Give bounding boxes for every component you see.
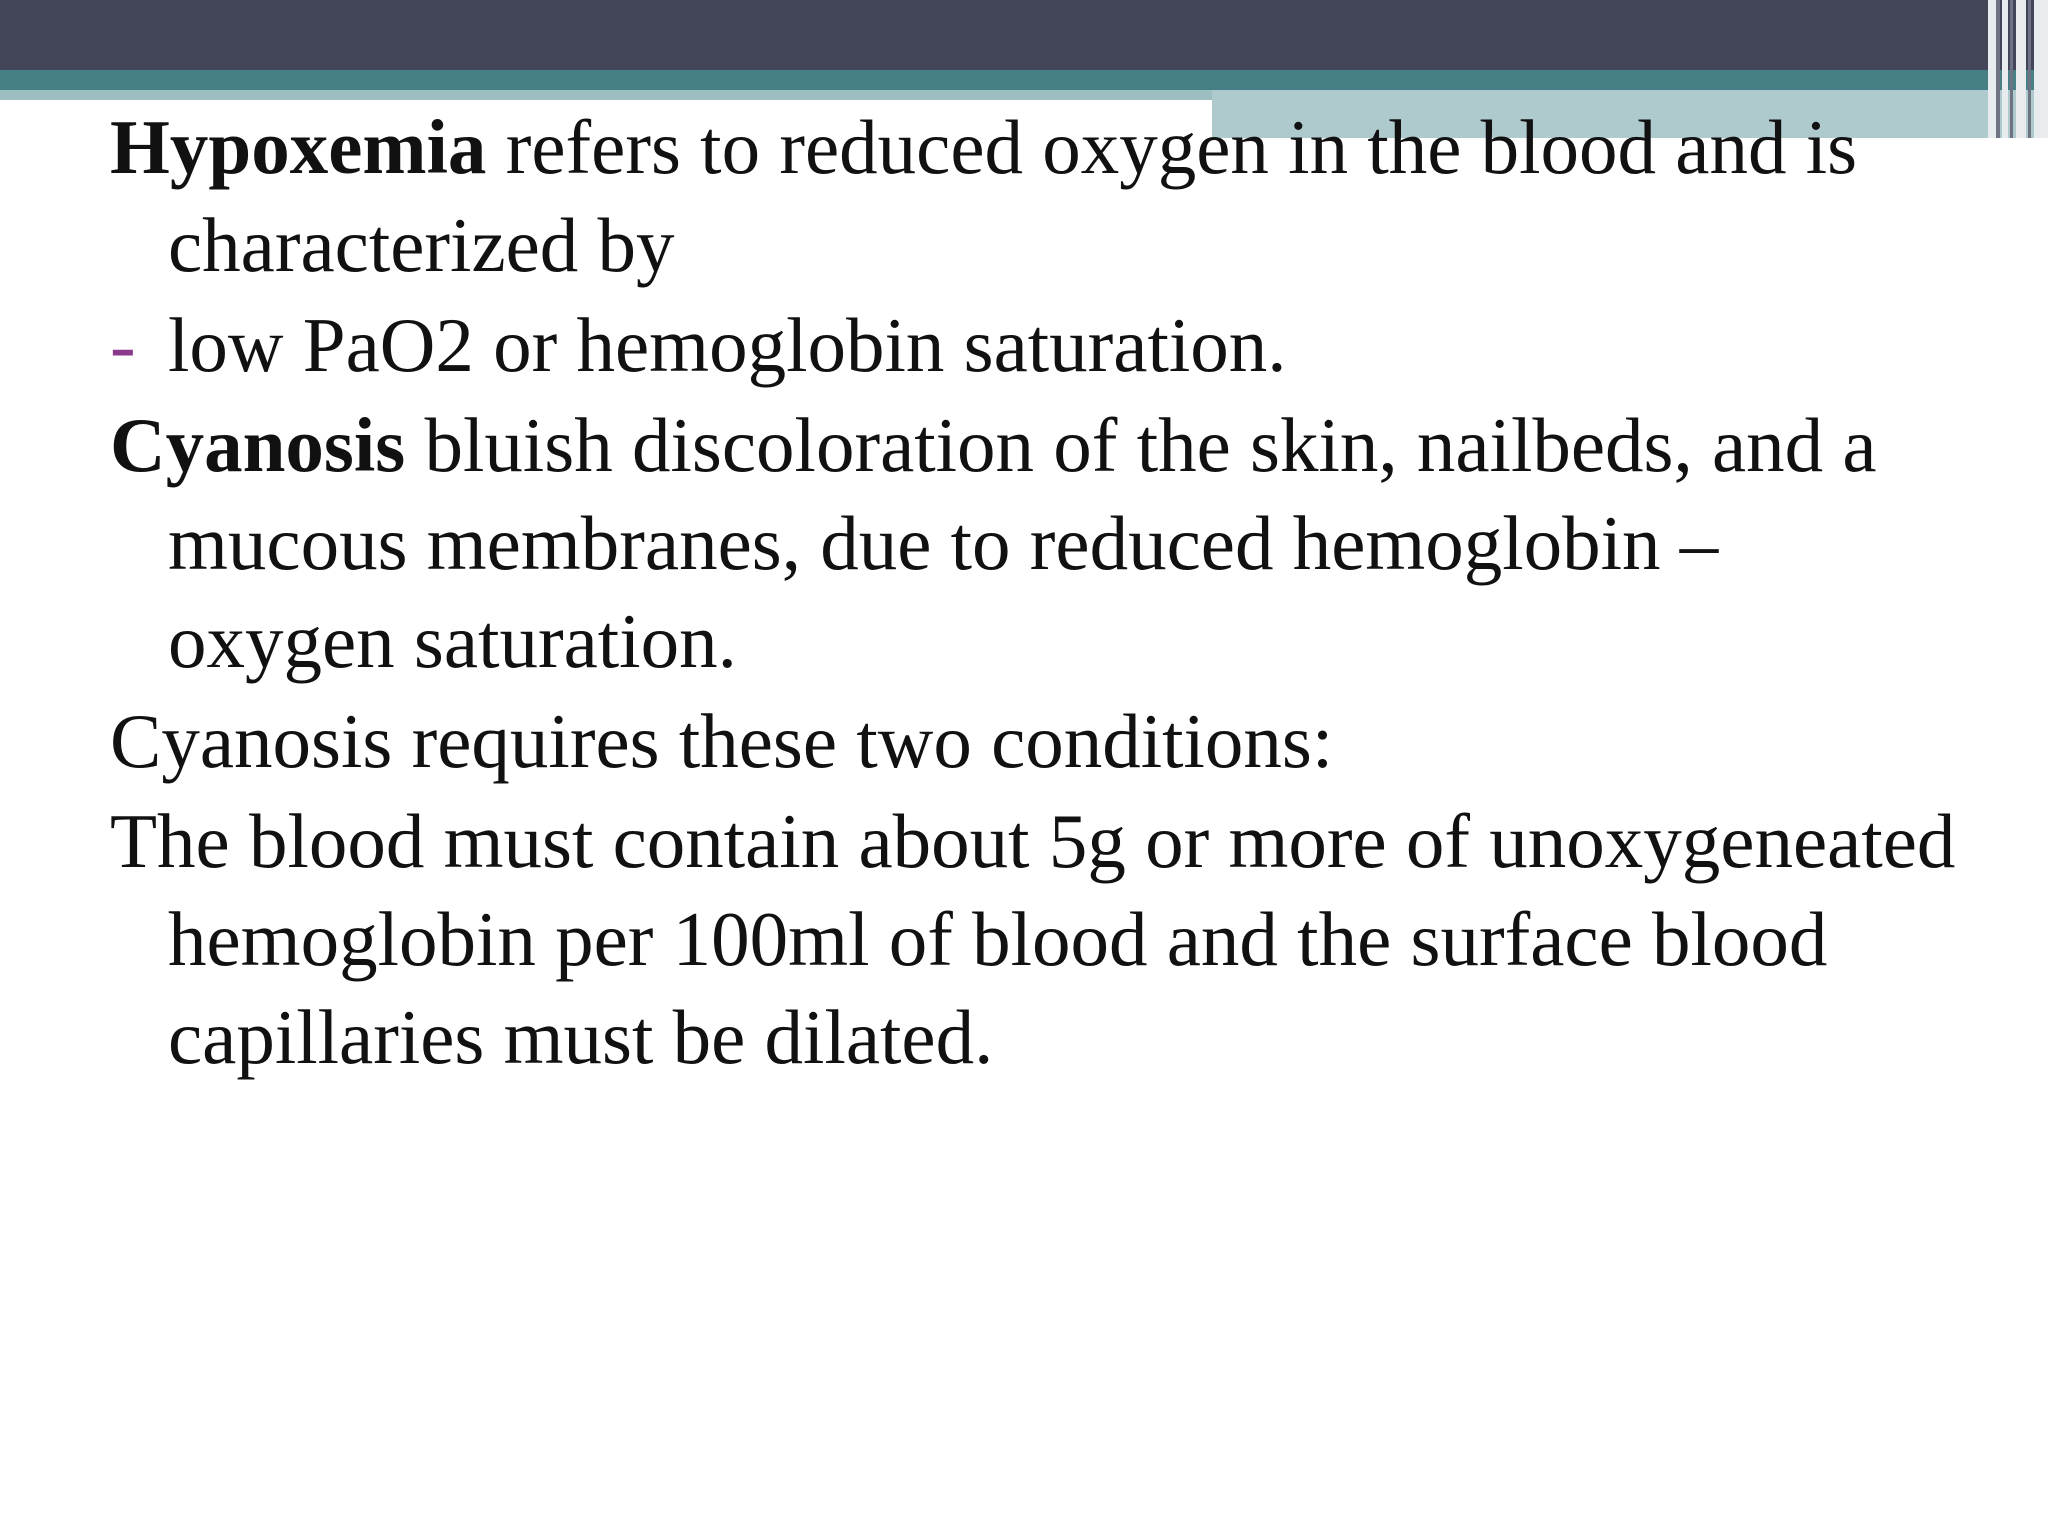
header-stripe xyxy=(1996,0,2000,138)
hypoxemia-bullet-item xyxy=(110,296,1960,394)
header-band-dark xyxy=(0,0,2048,70)
header-stripe xyxy=(2002,0,2008,138)
slide-body xyxy=(110,98,1960,1088)
cyanosis-requires-text: Cyanosis requires these two conditions: xyxy=(110,698,1334,784)
cyanosis-text: bluish discoloration of the skin, nailbeds, and a mucous membranes, due to reduced hemoglobin – oxygen saturation. xyxy=(168,402,1877,684)
cyanosis-paragraph xyxy=(110,396,1960,690)
header-stripe xyxy=(2034,0,2048,138)
blood-condition-paragraph xyxy=(110,792,1960,1086)
dash-bullet-icon: - xyxy=(110,302,136,388)
cyanosis-requires-paragraph xyxy=(110,692,1960,790)
hypoxemia-bullet-text: low PaO2 or hemoglobin saturation. xyxy=(168,302,1287,388)
hypoxemia-paragraph xyxy=(110,98,1960,294)
header-stripe xyxy=(2016,0,2026,138)
header-stripe xyxy=(2010,0,2013,138)
cyanosis-term: Cyanosis xyxy=(110,402,406,488)
header-band-teal xyxy=(0,70,2048,90)
header-stripe xyxy=(1988,0,1996,138)
blood-condition-text: The blood must contain about 5g or more of unoxygeneated hemoglobin per 100ml of blood and the surface blood capillaries must be dilated. xyxy=(110,798,1956,1080)
hypoxemia-term: Hypoxemia xyxy=(110,104,487,190)
hypoxemia-text: refers to reduced oxygen in the blood and is characterized by xyxy=(168,104,1858,288)
header-stripe xyxy=(2028,0,2031,138)
